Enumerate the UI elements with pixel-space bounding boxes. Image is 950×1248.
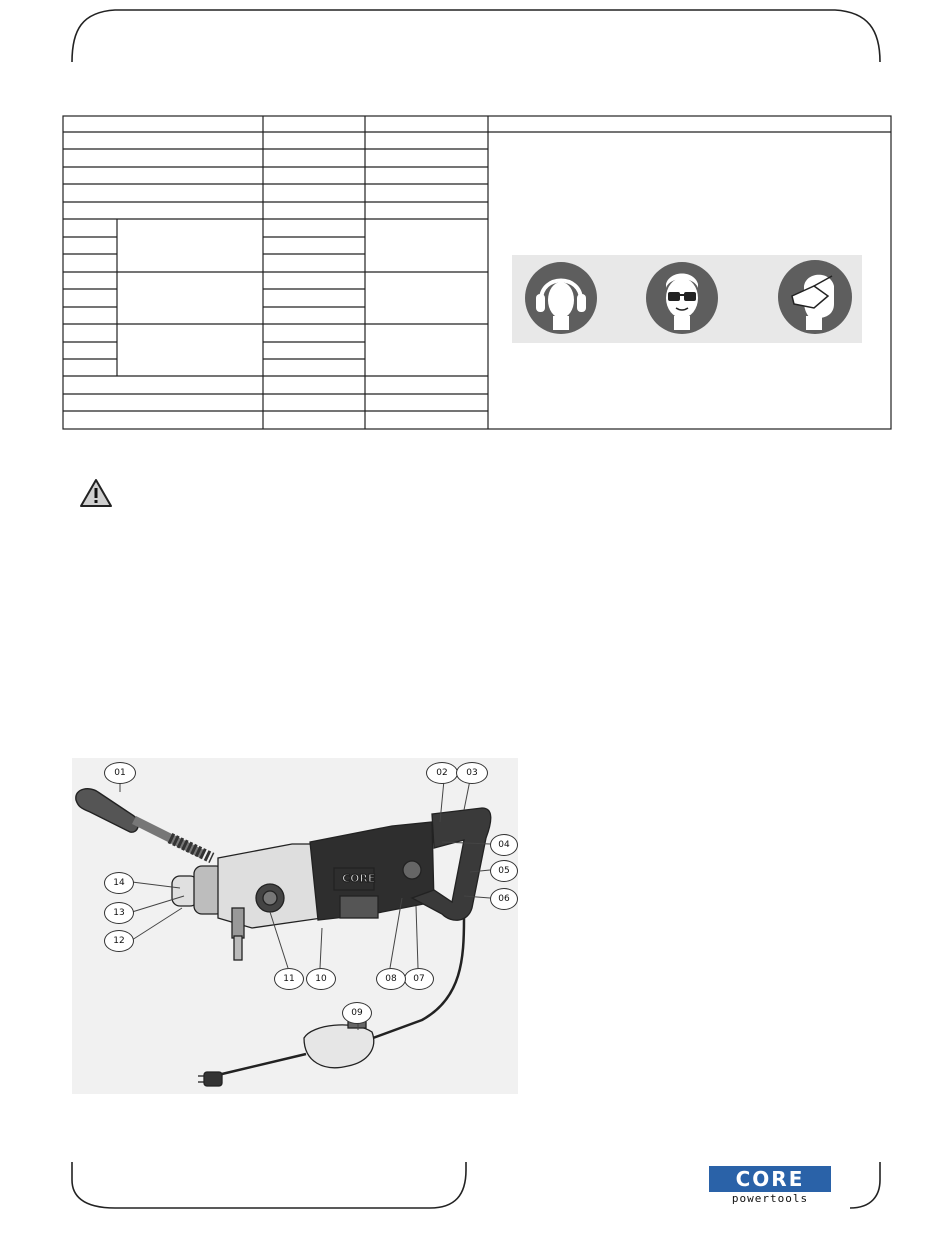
warning-triangle-icon: [79, 478, 113, 508]
callout-layer: [72, 758, 518, 1094]
callout-06: 06: [490, 888, 518, 910]
brand-logo-main: CORE: [709, 1166, 831, 1192]
dust-mask-icon: [776, 258, 854, 336]
callout-12: 12: [104, 930, 134, 952]
eye-protection-icon: [644, 260, 720, 336]
callout-13: 13: [104, 902, 134, 924]
ear-protection-icon: [523, 260, 599, 336]
callout-05: 05: [490, 860, 518, 882]
callout-14: 14: [104, 872, 134, 894]
callout-11: 11: [274, 968, 304, 990]
brand-logo: [709, 1166, 831, 1205]
callout-08: 08: [376, 968, 406, 990]
brand-logo-sub: powertools: [731, 1192, 809, 1205]
callout-09: 09: [342, 1002, 372, 1024]
callout-01: 01: [104, 762, 136, 784]
page-header-frame: [0, 0, 950, 70]
callout-04: 04: [490, 834, 518, 856]
callout-02: 02: [426, 762, 458, 784]
tool-brand-label: CORE: [342, 872, 376, 885]
callout-03: 03: [456, 762, 488, 784]
callout-10: 10: [306, 968, 336, 990]
callout-07: 07: [404, 968, 434, 990]
